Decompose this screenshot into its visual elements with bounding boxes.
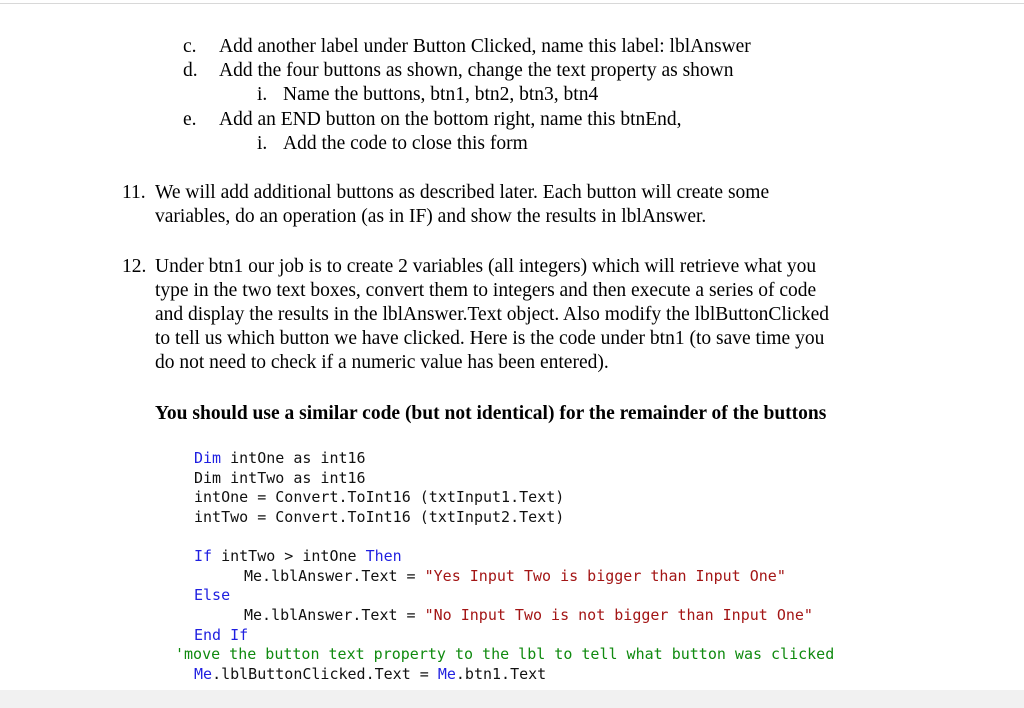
code-line: If intTwo > intOne Then <box>194 547 402 565</box>
top-divider <box>0 3 1024 4</box>
code-line: Me.lblButtonClicked.Text = Me.btn1.Text <box>194 665 547 683</box>
list-marker: i. <box>257 84 268 105</box>
list-item-text: Add an END button on the bottom right, name this btnEnd, <box>219 109 682 130</box>
keyword: Me <box>437 665 456 683</box>
list-item-text: Add another label under Button Clicked, name this label: lblAnswer <box>219 36 751 57</box>
list-item-text: Add the code to close this form <box>283 133 528 154</box>
code-line: Me.lblAnswer.Text = "No Input Two is not bigger than Input One" <box>244 606 813 624</box>
string-literal: "Yes Input Two is bigger than Input One" <box>424 567 786 585</box>
code-line: intTwo = Convert.ToInt16 (txtInput2.Text) <box>194 508 565 526</box>
instruction-note: You should use a similar code (but not identical) for the remainder of the buttons <box>155 403 827 424</box>
paragraph-line: and display the results in the lblAnswer.Text object. Also modify the lblButtonClicked <box>155 304 830 325</box>
keyword: Me <box>194 665 213 683</box>
paragraph-line: Under btn1 our job is to create 2 variables (all integers) which will retrieve what you <box>155 256 817 277</box>
keyword: If <box>194 547 213 565</box>
paragraph-line: type in the two text boxes, convert them to integers and then execute a series of code <box>155 280 817 301</box>
list-marker: i. <box>257 133 268 154</box>
string-literal: "No Input Two is not bigger than Input One" <box>424 606 813 624</box>
list-item-e <box>183 108 682 132</box>
code-line: Else <box>194 586 231 604</box>
list-marker: e. <box>183 109 197 130</box>
keyword: Then <box>365 547 402 565</box>
list-item-d <box>183 59 734 83</box>
paragraph-line: We will add additional buttons as described later. Each button will create some <box>155 182 770 203</box>
list-item-c <box>183 35 751 59</box>
code-line: End If <box>194 626 249 644</box>
code-comment: 'move the button text property to the lbl to tell what button was clicked <box>175 645 835 663</box>
list-marker: c. <box>183 36 197 57</box>
list-item-text: Add the four buttons as shown, change the text property as shown <box>219 60 734 81</box>
list-item-e-i <box>257 132 528 156</box>
step-marker: 11. <box>122 182 146 203</box>
list-item-d-i <box>257 83 599 107</box>
code-line: intOne = Convert.ToInt16 (txtInput1.Text) <box>194 488 565 506</box>
list-marker: d. <box>183 60 198 81</box>
bottom-band <box>0 690 1024 708</box>
code-line: Me.lblAnswer.Text = "Yes Input Two is bigger than Input One" <box>244 567 786 585</box>
paragraph-line: do not need to check if a numeric value has been entered). <box>155 352 609 373</box>
keyword: Dim <box>194 449 222 467</box>
code-line: Dim intOne as int16 <box>194 449 366 467</box>
code-line: Dim intTwo as int16 <box>194 469 366 487</box>
list-item-text: Name the buttons, btn1, btn2, btn3, btn4 <box>283 84 599 105</box>
paragraph-line: to tell us which button we have clicked. Here is the code under btn1 (to save time you <box>155 328 825 349</box>
step-marker: 12. <box>122 256 147 277</box>
paragraph-line: variables, do an operation (as in IF) and show the results in lblAnswer. <box>155 206 707 227</box>
